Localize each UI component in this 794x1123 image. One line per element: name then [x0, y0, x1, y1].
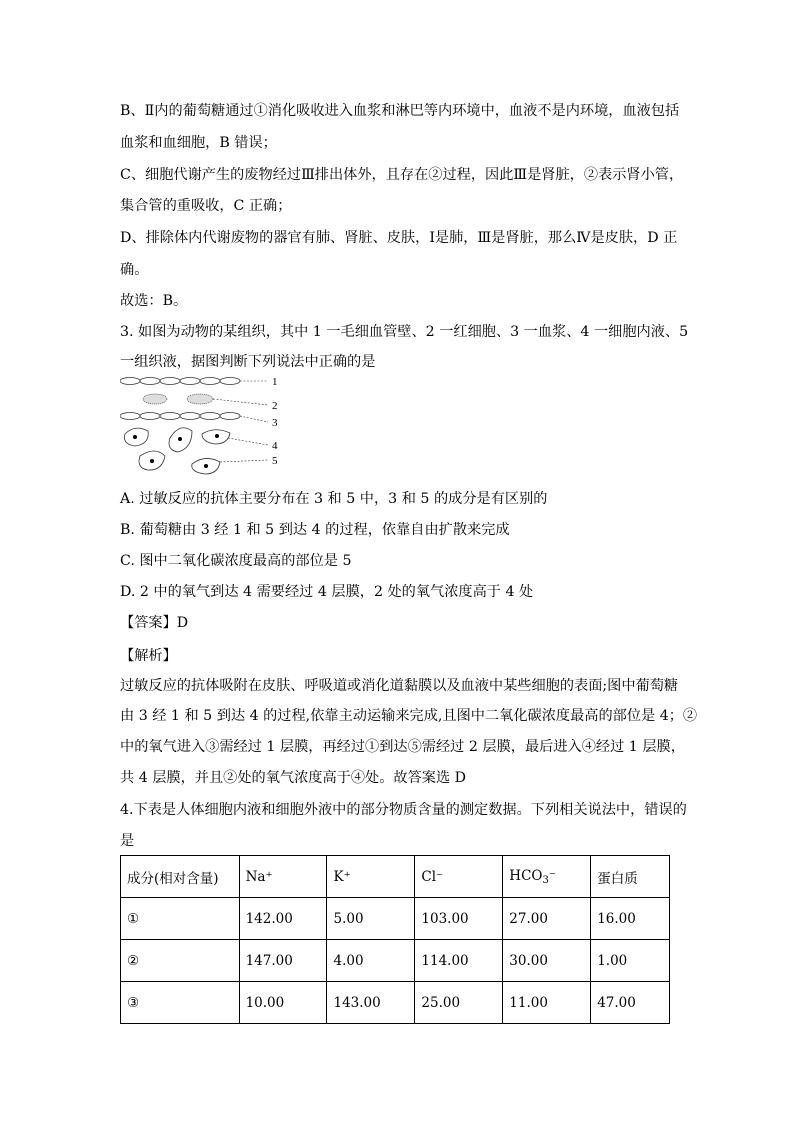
question-4-stem: 4.下表是人体细胞内液和细胞外液中的部分物质含量的测定数据。下列相关说法中，错误的	[120, 802, 687, 818]
diagram-label-2: 2	[272, 400, 278, 412]
table-cell: 27.00	[503, 898, 591, 940]
option-b: B. 葡萄糖由 3 经 1 和 5 到达 4 的过程，依靠自由扩散来完成	[120, 522, 510, 538]
red-blood-cells	[143, 394, 213, 404]
analysis-text: 过敏反应的抗体吸附在皮肤、呼吸道或消化道黏膜以及血液中某些细胞的表面;图中葡萄糖	[120, 678, 679, 694]
text-line: 血浆和血细胞，B 错误；	[120, 135, 277, 151]
tissue-diagram	[120, 376, 290, 476]
question-3-stem: 一组织液，据图判断下列说法中正确的是	[120, 354, 376, 370]
table-cell: ①	[121, 898, 240, 940]
leader-lines	[213, 381, 268, 462]
diagram-label-5: 5	[272, 455, 278, 467]
text-line: B、Ⅱ内的葡萄糖通过①消化吸收进入血浆和淋巴等内环境中，血液不是内环境，血液包括	[120, 103, 680, 119]
table-cell: 4.00	[327, 940, 415, 982]
tissue-cells	[124, 428, 230, 474]
text-line: D、排除体内代谢废物的器官有肺、肾脏、皮肤，Ⅰ是肺，Ⅲ是肾脏，那么Ⅳ是皮肤，D 正	[120, 230, 678, 246]
diagram-label-3: 3	[272, 417, 278, 429]
diagram-label-1: 1	[272, 376, 278, 388]
analysis-heading: 【解析】	[120, 648, 177, 664]
header-cell: 成分(相对含量)	[121, 856, 240, 898]
table-cell: 5.00	[327, 898, 415, 940]
table-row	[121, 898, 670, 940]
table-cell: ②	[121, 940, 240, 982]
table-cell: 103.00	[415, 898, 503, 940]
question-3-stem: 3. 如图为动物的某组织，其中 1 一毛细血管壁、2 一红细胞、3 一血浆、4 一细胞内液、5	[120, 324, 689, 340]
header-cell-hco3: $HCO_3^-$	[503, 856, 591, 898]
table-cell: 25.00	[415, 982, 503, 1024]
table-row	[121, 940, 670, 982]
header-cell: 蛋白质	[591, 856, 670, 898]
option-d: D. 2 中的氧气到达 4 需要经过 4 层膜，2 处的氧气浓度高于 4 处	[120, 584, 534, 600]
ion-content-table	[120, 855, 670, 1024]
table-cell: 11.00	[503, 982, 591, 1024]
analysis-text: 共 4 层膜，并且②处的氧气浓度高于④处。故答案选 D	[120, 770, 467, 786]
table-cell: 30.00	[503, 940, 591, 982]
table-cell: 16.00	[591, 898, 670, 940]
table-header-row	[121, 856, 670, 898]
table-cell: 10.00	[239, 982, 327, 1024]
header-cell: K⁺	[327, 856, 415, 898]
table-cell: 1.00	[591, 940, 670, 982]
question-4-stem: 是	[120, 833, 135, 849]
table-cell: 143.00	[327, 982, 415, 1024]
text-line: 集合管的重吸收，C 正确；	[120, 198, 292, 214]
header-cell: Na⁺	[239, 856, 327, 898]
text-line: 故选：B。	[120, 293, 188, 309]
table-row	[121, 982, 670, 1024]
table-cell: ③	[121, 982, 240, 1024]
superscript: ⁻	[548, 867, 556, 884]
capillary-wall-cells	[120, 378, 240, 420]
table-cell: 142.00	[239, 898, 327, 940]
subscript: 3	[542, 874, 549, 886]
analysis-text: 中的氧气进入③需经过 1 层膜，再经过①到达⑤需经过 2 层膜，最后进入④经过 1 层膜，	[120, 739, 685, 755]
table-cell: 114.00	[415, 940, 503, 982]
analysis-text: 由 3 经 1 和 5 到达 4 的过程,依靠主动运输来完成,且图中二氧化碳浓度最高的部位是 4；②	[120, 708, 698, 724]
option-a: A. 过敏反应的抗体主要分布在 3 和 5 中，3 和 5 的成分是有区别的	[120, 491, 548, 507]
diagram-label-4: 4	[272, 440, 278, 452]
header-cell: Cl⁻	[415, 856, 503, 898]
text-line: 确。	[120, 262, 149, 278]
option-c: C. 图中二氧化碳浓度最高的部位是 5	[120, 553, 352, 569]
table-cell: 47.00	[591, 982, 670, 1024]
table-cell: 147.00	[239, 940, 327, 982]
nuclei	[133, 434, 219, 468]
text-line: C、细胞代谢产生的废物经过Ⅲ排出体外，且存在②过程，因此Ⅲ是肾脏，②表示肾小管，	[120, 167, 684, 183]
answer-heading: 【答案】D	[120, 615, 189, 631]
